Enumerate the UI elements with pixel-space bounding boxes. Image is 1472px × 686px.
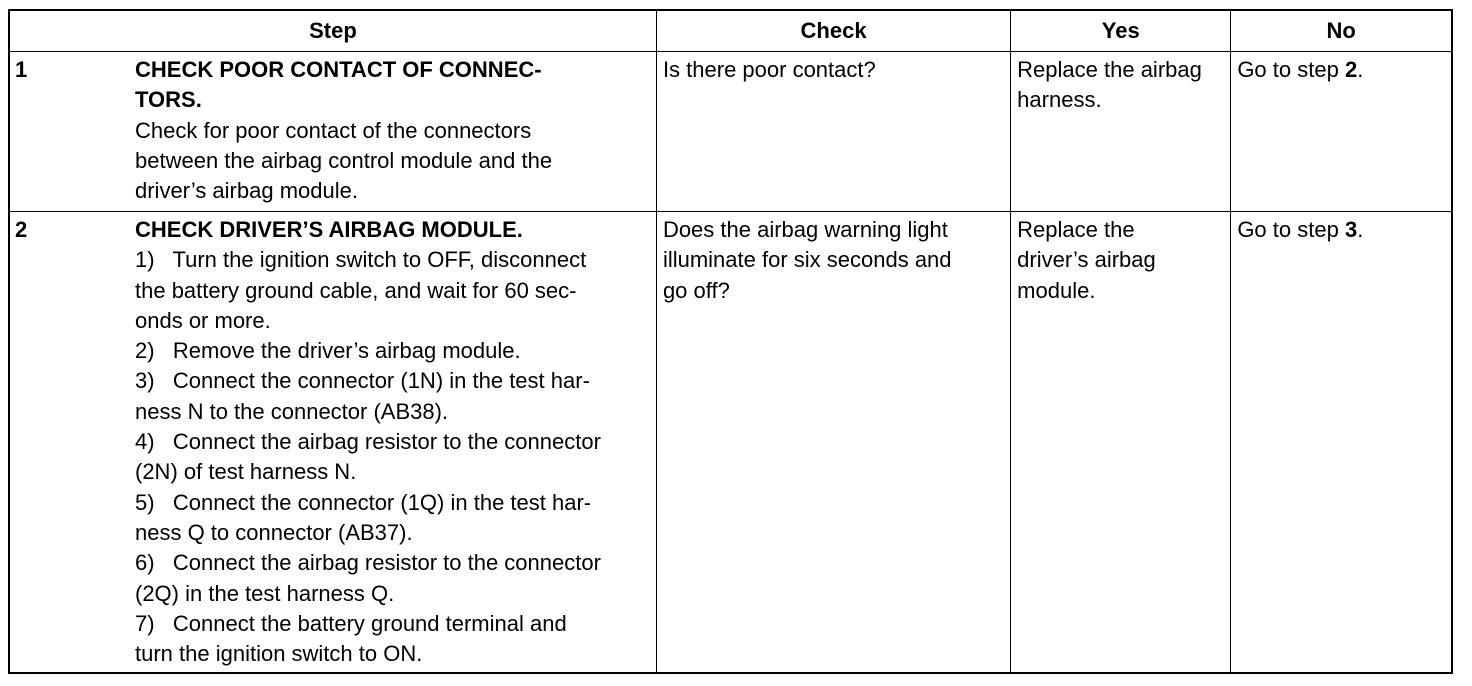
check-text-line: Does the airbag warning light: [662, 217, 948, 242]
no-cell: [1231, 52, 1451, 212]
table-row: [10, 52, 1451, 212]
no-text-suffix: .: [1357, 217, 1364, 242]
step-number: 2: [15, 217, 28, 242]
yes-cell: [1011, 52, 1231, 212]
step-heading: CHECK DRIVER’S AIRBAG MODULE.: [135, 217, 523, 242]
header-check: Check: [656, 11, 1010, 52]
step-description-line: (2Q) in the test harness Q.: [135, 580, 395, 606]
step-description-line: between the airbag control module and the: [135, 147, 553, 173]
step-cell: [10, 52, 656, 212]
no-cell: [1231, 212, 1451, 673]
check-text-line: Is there poor contact?: [662, 57, 876, 82]
step-heading: CHECK POOR CONTACT OF CONNEC-: [135, 57, 542, 82]
step-description-line: (2N) of test harness N.: [135, 459, 357, 485]
step-description-line: 4) Connect the airbag resistor to the connector: [135, 429, 601, 455]
step-description-line: 6) Connect the airbag resistor to the connector: [135, 550, 601, 576]
step-content: [10, 212, 656, 669]
step-cell: [10, 212, 656, 673]
no-text: Go to step: [1237, 57, 1345, 82]
step-description-line: 7) Connect the battery ground terminal and: [135, 610, 567, 636]
step-description-line: ness N to the connector (AB38).: [135, 398, 449, 424]
no-step-number: 3: [1344, 217, 1358, 242]
step-description-line: the battery ground cable, and wait for 60 sec-: [135, 277, 577, 303]
yes-text-line: module.: [1017, 277, 1096, 303]
step-description-line: Check for poor contact of the connectors: [135, 117, 532, 143]
no-text: Go to step: [1237, 217, 1345, 242]
diagnostic-table: [10, 11, 1451, 672]
step-description-line: 2) Remove the driver’s airbag module.: [135, 338, 521, 364]
step-description-line: ness Q to connector (AB37).: [135, 519, 413, 545]
check-cell: [656, 212, 1010, 673]
no-text-suffix: .: [1357, 57, 1364, 82]
header-no: No: [1231, 11, 1451, 52]
step-number: 1: [15, 57, 28, 82]
step-description-line: 1) Turn the ignition switch to OFF, disconnect: [135, 247, 587, 273]
diagnostic-table-wrapper: [8, 9, 1453, 674]
no-step-number: 2: [1344, 57, 1358, 82]
table-header-row: [10, 11, 1451, 52]
yes-cell: [1011, 212, 1231, 673]
table-row: [10, 212, 1451, 673]
step-heading-cont: TORS.: [135, 87, 202, 113]
check-cell: [656, 52, 1010, 212]
yes-text-line: harness.: [1017, 87, 1102, 113]
header-yes: Yes: [1011, 11, 1231, 52]
step-description-line: onds or more.: [135, 307, 271, 333]
check-text-line: illuminate for six seconds and: [662, 247, 952, 273]
step-description-line: turn the ignition switch to ON.: [135, 641, 423, 667]
check-text-line: go off?: [662, 277, 730, 303]
step-description-line: 3) Connect the connector (1N) in the test har-: [135, 368, 590, 394]
yes-text-line: Replace the: [1017, 217, 1135, 242]
yes-text-line: driver’s airbag: [1017, 247, 1156, 273]
step-description-line: 5) Connect the connector (1Q) in the test har-: [135, 489, 592, 515]
step-description-line: driver’s airbag module.: [135, 178, 358, 204]
header-step: Step: [10, 11, 656, 52]
step-content: [10, 52, 656, 206]
yes-text-line: Replace the airbag: [1017, 57, 1202, 82]
